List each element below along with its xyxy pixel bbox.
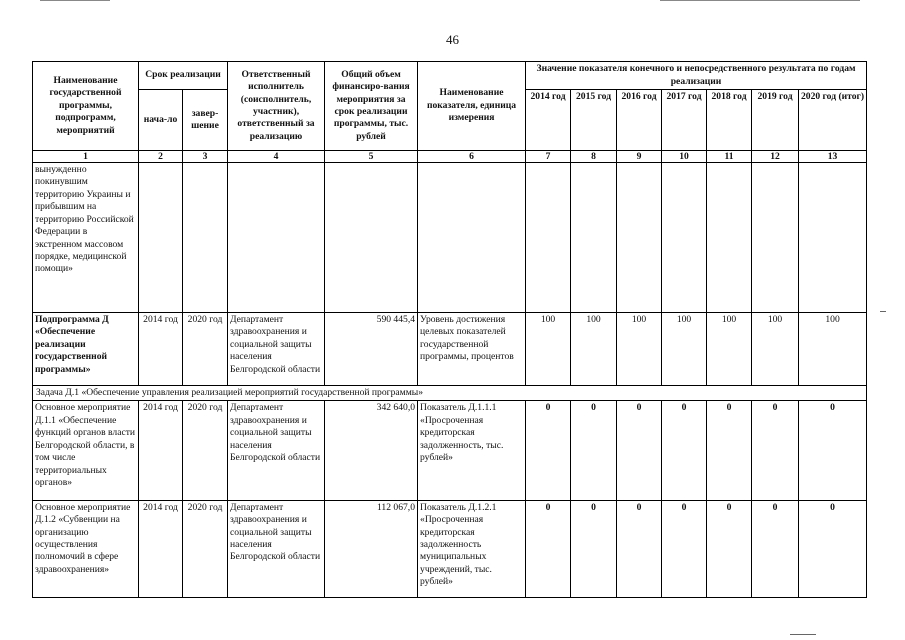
table-row	[33, 163, 867, 313]
table-row	[33, 401, 867, 500]
header-year: 2016 год	[617, 90, 662, 151]
page-number: 46	[446, 32, 459, 47]
header-year-total: 2020 год (итог)	[799, 90, 867, 151]
table-row	[33, 312, 867, 385]
row-value: 100	[707, 312, 752, 385]
row-value: 100	[617, 312, 662, 385]
row-executor: Департамент здравоохранения и социальной защиты населения Белгородской области	[228, 500, 325, 597]
header-year: 2014 год	[526, 90, 571, 151]
scan-mark	[880, 311, 886, 312]
row-value: 0	[752, 500, 799, 597]
row-value: 100	[526, 312, 571, 385]
row-name: Основное мероприятие Д.1.2 «Субвенции на организацию осуществления полномочий в сфере здравоохранения»	[33, 500, 139, 597]
header-year: 2015 год	[571, 90, 617, 151]
row-end: 2020 год	[183, 312, 228, 385]
column-number: 13	[799, 150, 867, 162]
program-table	[32, 61, 867, 598]
column-number: 10	[662, 150, 707, 162]
row-value: 100	[752, 312, 799, 385]
header-term-start: нача-ло	[139, 90, 183, 151]
column-number: 12	[752, 150, 799, 162]
task-title: Задача Д.1 «Обеспечение управления реализацией мероприятий государственной программы»	[33, 385, 867, 401]
scan-mark	[790, 634, 816, 635]
column-number: 11	[707, 150, 752, 162]
row-value: 0	[662, 500, 707, 597]
scan-edge-line	[40, 0, 110, 1]
header-executor: Ответственный исполнитель (соисполнитель, участник), ответственный за реализацию	[228, 62, 325, 151]
header-funding: Общий объем финансиро-вания мероприятия за срок реализации программы, тыс. рублей	[325, 62, 418, 151]
task-row	[33, 385, 867, 401]
row-value: 100	[662, 312, 707, 385]
row-value: 0	[707, 401, 752, 500]
header-year: 2017 год	[662, 90, 707, 151]
row-value: 100	[799, 312, 867, 385]
header-year: 2019 год	[752, 90, 799, 151]
row-start: 2014 год	[139, 401, 183, 500]
row-name: вынужденно покинувшим территорию Украины и прибывшим на территорию Российской Федерации в экстренном массовом порядке, медицинской помощи»	[33, 163, 139, 313]
column-number: 1	[33, 150, 139, 162]
row-indicator: Уровень достижения целевых показателей государственной программы, процентов	[418, 312, 526, 385]
table-row	[33, 500, 867, 597]
column-number: 9	[617, 150, 662, 162]
row-start: 2014 год	[139, 312, 183, 385]
row-value: 0	[571, 401, 617, 500]
row-value: 0	[799, 401, 867, 500]
row-value: 0	[707, 500, 752, 597]
column-number: 7	[526, 150, 571, 162]
scan-edge-line	[660, 0, 860, 1]
column-number: 8	[571, 150, 617, 162]
row-value: 0	[617, 401, 662, 500]
row-value: 0	[526, 500, 571, 597]
row-indicator: Показатель Д.1.2.1 «Просроченная кредиторская задолженность муниципальных учреждений, тыс. рублей»	[418, 500, 526, 597]
row-end: 2020 год	[183, 500, 228, 597]
column-number: 6	[418, 150, 526, 162]
column-number: 4	[228, 150, 325, 162]
row-indicator: Показатель Д.1.1.1 «Просроченная кредиторская задолженность, тыс. рублей»	[418, 401, 526, 500]
row-value: 0	[526, 401, 571, 500]
row-name: Подпрограмма Д «Обеспечение реализации государственной программы»	[33, 312, 139, 385]
row-value: 0	[662, 401, 707, 500]
row-name: Основное мероприятие Д.1.1 «Обеспечение функций органов власти Белгородской области, в том числе территориальных органов»	[33, 401, 139, 500]
row-executor: Департамент здравоохранения и социальной защиты населения Белгородской области	[228, 312, 325, 385]
row-funding: 112 067,0	[325, 500, 418, 597]
column-numbers-row	[33, 150, 867, 162]
row-value: 0	[617, 500, 662, 597]
header-name: Наименование государственной программы, подпрограмм, мероприятий	[33, 62, 139, 151]
row-value: 0	[571, 500, 617, 597]
row-funding: 590 445,4	[325, 312, 418, 385]
row-end: 2020 год	[183, 401, 228, 500]
header-year: 2018 год	[707, 90, 752, 151]
header-indicator: Наименование показателя, единица измерения	[418, 62, 526, 151]
header-values: Значение показателя конечного и непосредственного результата по годам реализации	[526, 62, 867, 90]
column-number: 5	[325, 150, 418, 162]
row-funding: 342 640,0	[325, 401, 418, 500]
column-number: 3	[183, 150, 228, 162]
row-executor: Департамент здравоохранения и социальной защиты населения Белгородской области	[228, 401, 325, 500]
row-start: 2014 год	[139, 500, 183, 597]
column-number: 2	[139, 150, 183, 162]
row-value: 100	[571, 312, 617, 385]
row-value: 0	[752, 401, 799, 500]
header-term: Срок реализации	[139, 62, 228, 90]
row-value: 0	[799, 500, 867, 597]
header-term-end: завер-шение	[183, 90, 228, 151]
